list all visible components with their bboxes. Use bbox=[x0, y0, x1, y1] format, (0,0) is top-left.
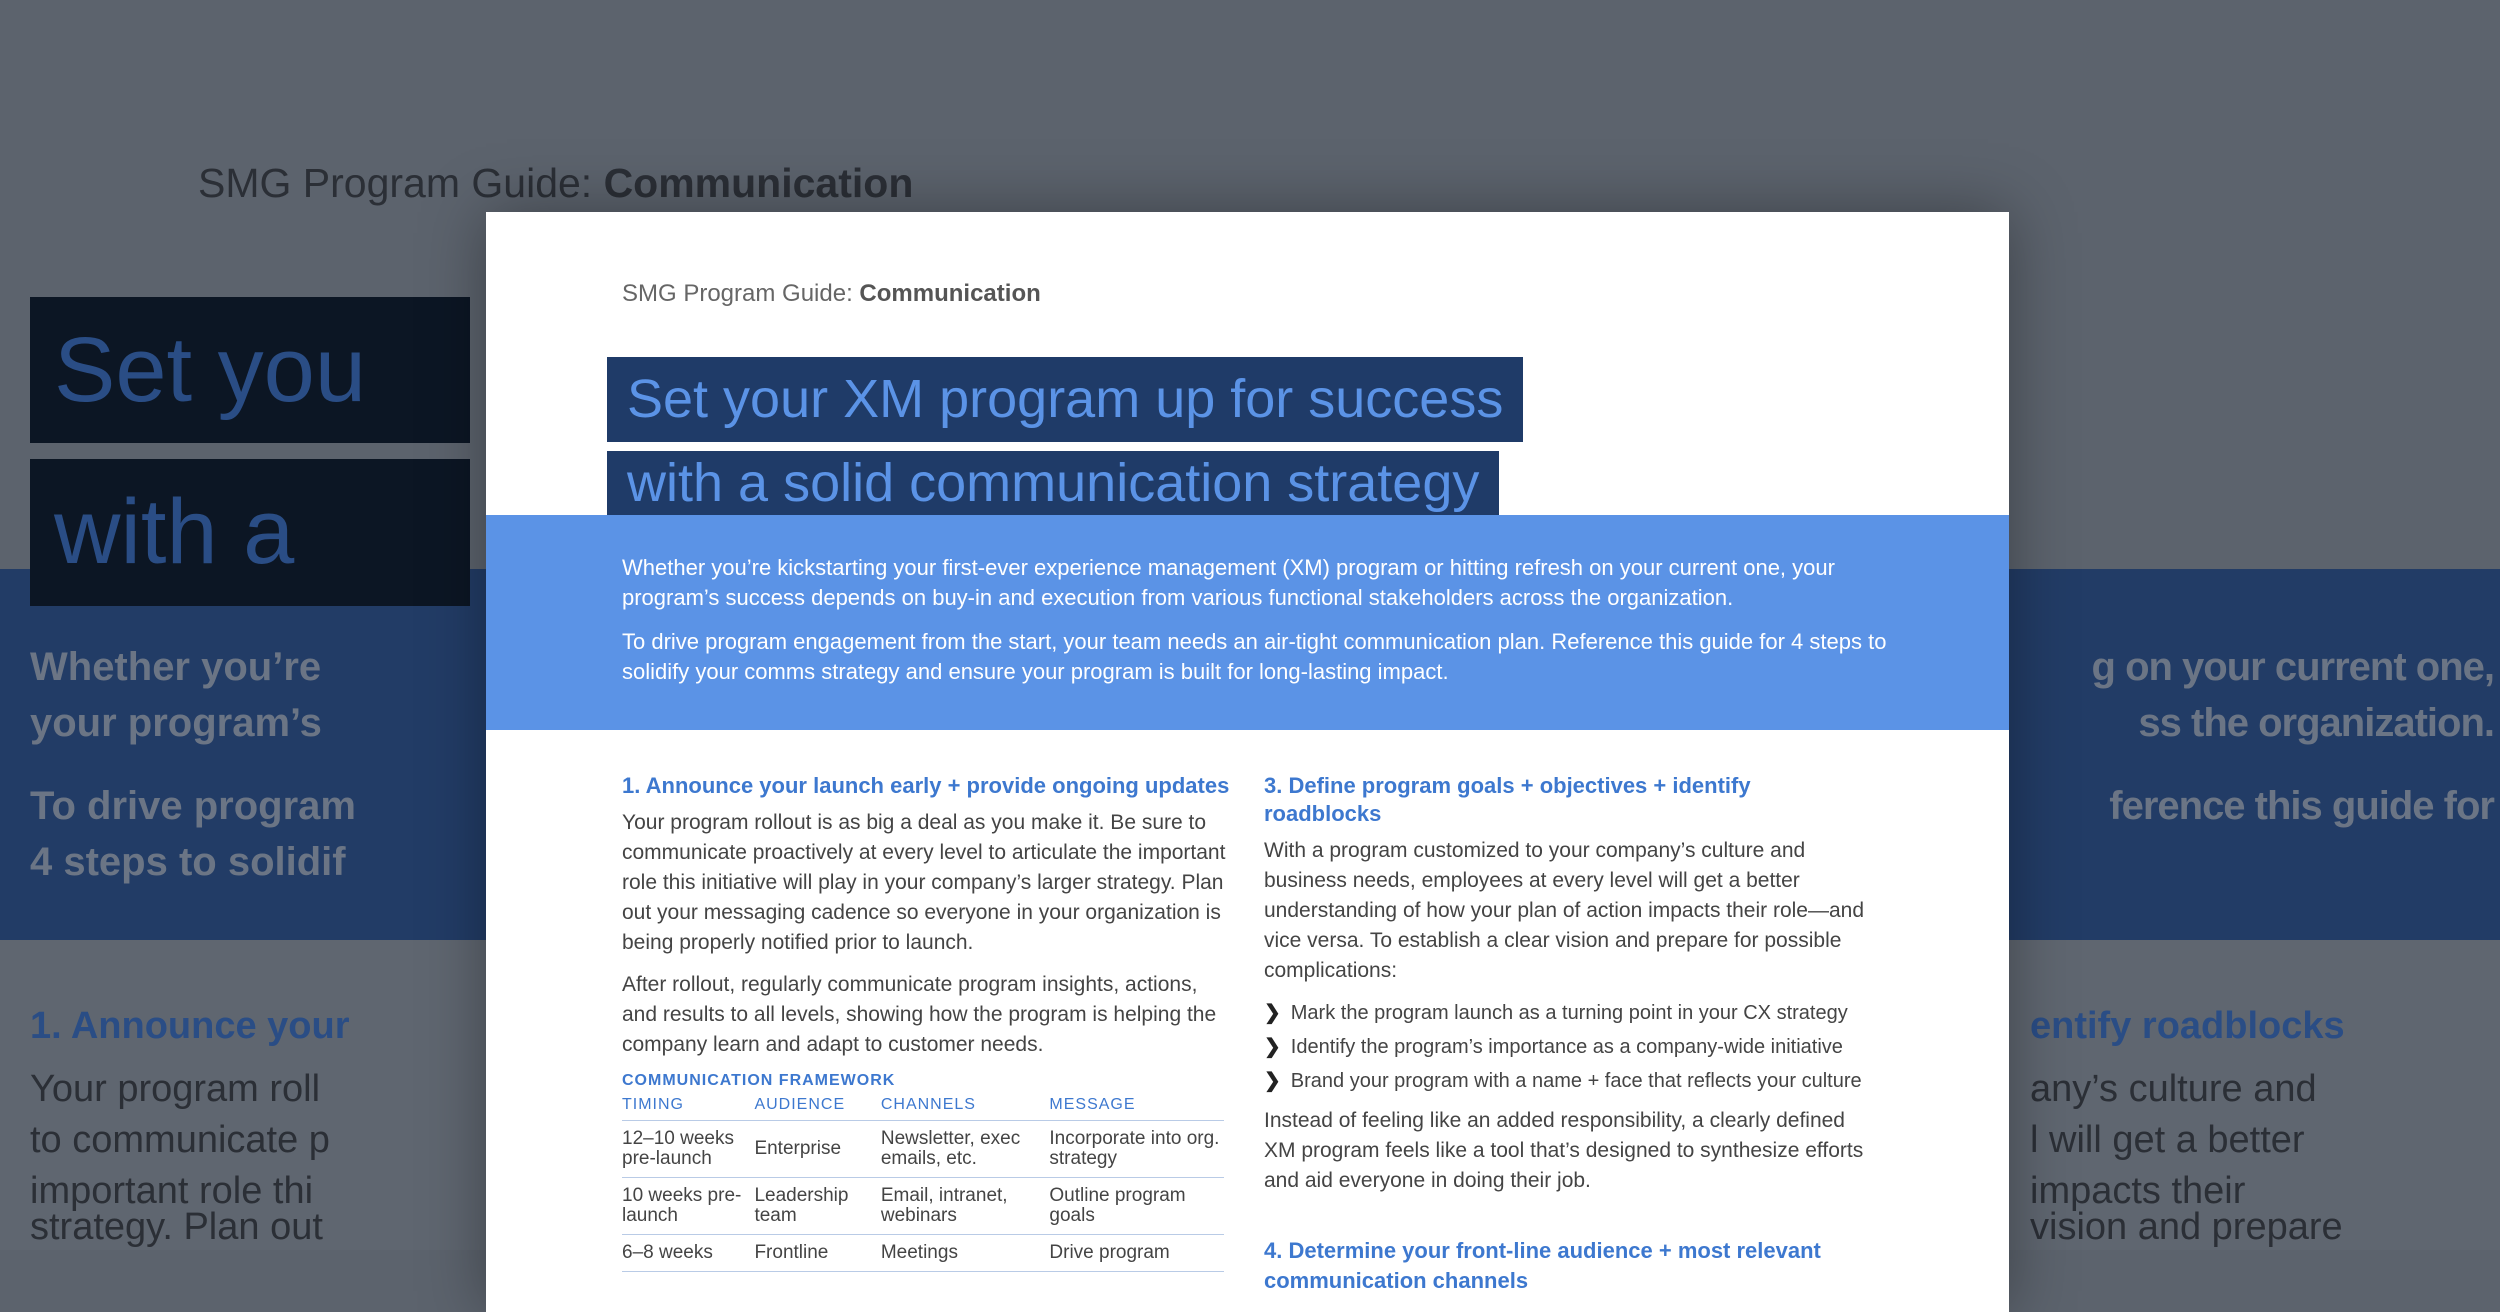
bg-right-body-2: l will get a better bbox=[2030, 1119, 2305, 1161]
header-prefix: SMG Program Guide: bbox=[622, 280, 860, 307]
table-row bbox=[622, 1235, 1224, 1272]
column-header: MESSAGE bbox=[1049, 1094, 1224, 1121]
chevron-right-icon: ❯ bbox=[1264, 1070, 1281, 1092]
cell-channels: Newsletter, exec emails, etc. bbox=[881, 1121, 1050, 1178]
left-column bbox=[622, 772, 1232, 1272]
bg-left-body-1: Your program roll bbox=[30, 1068, 321, 1110]
table-header-row bbox=[622, 1094, 1224, 1121]
cell-message: Drive program bbox=[1049, 1235, 1224, 1272]
bg-right-body-4: vision and prepare bbox=[2030, 1206, 2343, 1248]
intro-paragraph-2: To drive program engagement from the start, your team needs an air-tight communication plan. Reference this guide for 4 steps to solidify your comms strategy and ensure your program is built for long-lasting impact. bbox=[622, 629, 1887, 684]
section-3-closing: Instead of feeling like an added responsibility, a clearly defined XM program feels like a tool that’s designed to synthesize efforts and aid everyone in doing their job. bbox=[1264, 1109, 1864, 1192]
cell-timing: 6–8 weeks bbox=[622, 1235, 754, 1272]
bg-left-intro2-1: To drive program bbox=[30, 784, 356, 828]
bg-title-line-2: with a bbox=[30, 459, 470, 606]
section-1-paragraph: After rollout, regularly communicate program insights, actions, and results to all levels, showing how the program is helping the company learn and adapt to customer needs. bbox=[622, 973, 1217, 1056]
bg-right-intro-1: g on your current one, bbox=[2091, 645, 2494, 689]
bg-left-intro-1: Whether you’re bbox=[30, 645, 322, 689]
column-header: AUDIENCE bbox=[754, 1094, 880, 1121]
list-item bbox=[1264, 998, 1874, 1028]
bg-right-body-1: any’s culture and bbox=[2030, 1068, 2317, 1110]
chevron-right-icon: ❯ bbox=[1264, 1002, 1281, 1024]
cell-message: Incorporate into org. strategy bbox=[1049, 1121, 1224, 1178]
cell-audience: Frontline bbox=[754, 1235, 880, 1272]
table-row bbox=[622, 1121, 1224, 1178]
right-column bbox=[1264, 772, 1874, 1304]
title-line-1: Set your XM program up for success bbox=[607, 357, 1523, 442]
section-1-title: 1. Announce your launch early + provide ongoing updates bbox=[622, 773, 1230, 798]
background-header bbox=[198, 160, 913, 207]
cell-audience: Enterprise bbox=[754, 1121, 880, 1178]
bullet-text: Identify the program’s importance as a company-wide initiative bbox=[1290, 1036, 1843, 1058]
column-header: TIMING bbox=[622, 1094, 754, 1121]
bg-right-intro-2: ss the organization. bbox=[2138, 701, 2494, 745]
bullet-text: Mark the program launch as a turning point in your CX strategy bbox=[1290, 1002, 1848, 1024]
bullet-text: Brand your program with a name + face that reflects your culture bbox=[1290, 1070, 1862, 1092]
intro-band bbox=[486, 515, 2009, 730]
cell-timing: 12–10 weeks pre-launch bbox=[622, 1121, 754, 1178]
column-header: CHANNELS bbox=[881, 1094, 1050, 1121]
section-3-title: 3. Define program goals + objectives + identify roadblocks bbox=[1264, 773, 1751, 826]
bg-right-body-3: impacts their bbox=[2030, 1170, 2246, 1212]
intro-paragraph-1: Whether you’re kickstarting your first-ever experience management (XM) program or hitting refresh on your current one, your program’s success depends on buy-in and execution from various functional stakeholders across the organization. bbox=[622, 555, 1835, 610]
cell-timing: 10 weeks pre-launch bbox=[622, 1178, 754, 1235]
list-item bbox=[1264, 1032, 1874, 1062]
list-item bbox=[1264, 1066, 1874, 1096]
table-row bbox=[622, 1178, 1224, 1235]
chevron-right-icon: ❯ bbox=[1264, 1036, 1281, 1058]
page-header bbox=[622, 280, 1041, 308]
cell-audience: Leadership team bbox=[754, 1178, 880, 1235]
cell-channels: Email, intranet, webinars bbox=[881, 1178, 1050, 1235]
bg-left-intro-2: your program’s bbox=[30, 701, 322, 745]
title-line-2: with a solid communication strategy bbox=[607, 451, 1499, 515]
cell-channels: Meetings bbox=[881, 1235, 1050, 1272]
framework-title: COMMUNICATION FRAMEWORK bbox=[622, 1072, 896, 1089]
section-1-paragraph: Your program rollout is as big a deal as you make it. Be sure to communicate proactively at every level to articulate the important role this initiative will play in your company’s larger strategy. Plan out your messaging cadence so everyone in your organization is being properly notified prior to launch. bbox=[622, 811, 1226, 954]
section-3-paragraph: With a program customized to your company’s culture and business needs, employees at every level will get a better understanding of how your plan of action impacts their role—and vice versa. To establish a clear vision and prepare for possible complications: bbox=[1264, 839, 1865, 982]
cell-message: Outline program goals bbox=[1049, 1178, 1224, 1235]
bg-left-body-3: important role thi bbox=[30, 1170, 314, 1212]
communication-framework-table bbox=[622, 1094, 1224, 1272]
bg-left-intro2-2: 4 steps to solidif bbox=[30, 840, 346, 884]
bg-left-body-2: to communicate p bbox=[30, 1119, 330, 1161]
bullet-list bbox=[1264, 998, 1874, 1096]
bg-left-body-4: strategy. Plan out bbox=[30, 1206, 323, 1248]
bg-right-section: entify roadblocks bbox=[2030, 1005, 2345, 1047]
header-bold: Communication bbox=[859, 280, 1041, 307]
bg-left-section: 1. Announce your bbox=[30, 1005, 350, 1047]
bg-right-intro2-1: ference this guide for bbox=[2109, 784, 2494, 828]
bg-header-bold: Communication bbox=[603, 160, 914, 206]
document-page-preview[interactable] bbox=[486, 212, 2009, 1312]
bg-title-line-1: Set you bbox=[30, 297, 470, 443]
bg-header-prefix: SMG Program Guide: bbox=[198, 160, 604, 206]
section-4-title: 4. Determine your front-line audience + most relevant communication channels bbox=[1264, 1238, 1821, 1293]
